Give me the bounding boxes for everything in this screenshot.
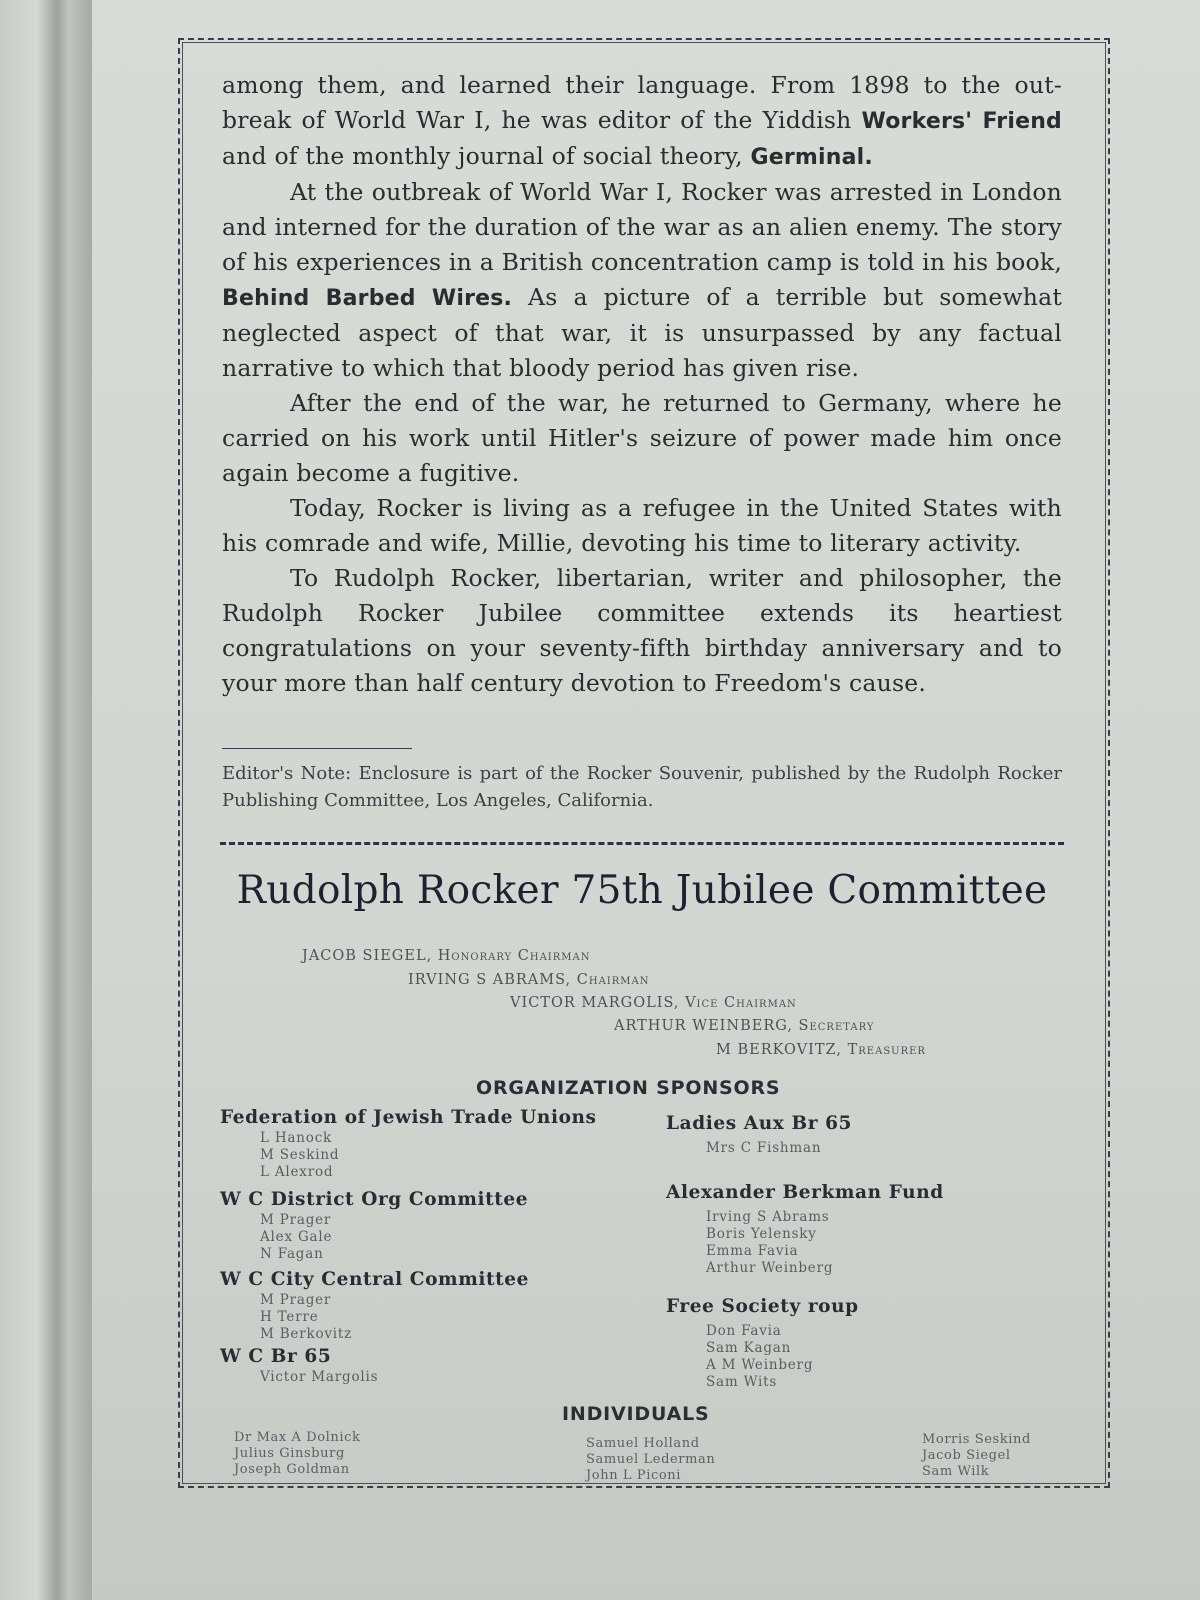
sponsor-member: Sam Kagan <box>706 1340 792 1356</box>
individual-name: Joseph Goldman <box>234 1462 350 1477</box>
sponsor-member: Arthur Weinberg <box>706 1260 834 1276</box>
paragraph-3: After the end of the war, he returned to Germany, where he carried on his work until Hitler's seizure of power made him once again become a fugitive. <box>222 389 1062 487</box>
sponsor-member: M Prager <box>260 1212 332 1228</box>
individual-name: Jacob Siegel <box>922 1448 1011 1463</box>
sponsor-group-name: W C District Org Committee <box>220 1189 529 1210</box>
individual-name: Samuel Lederman <box>586 1452 716 1467</box>
officer-chairman: IRVING S ABRAMS, Chairman <box>408 972 650 988</box>
sponsor-member: M Berkovitz <box>260 1326 353 1342</box>
sponsor-member: Don Favia <box>706 1323 782 1339</box>
individual-name: Julius Ginsburg <box>234 1446 345 1461</box>
note-divider <box>222 748 412 749</box>
officer-secretary: ARTHUR WEINBERG, Secretary <box>614 1018 875 1034</box>
officer-treasurer: M BERKOVITZ, Treasurer <box>716 1042 926 1058</box>
individual-name: Morris Seskind <box>922 1432 1031 1447</box>
sponsor-member: L Hanock <box>260 1130 333 1146</box>
paragraph-5: To Rudolph Rocker, libertarian, writer and philosopher, the Rudolph Rocker Jubilee committee extends its heartiest congratulations on your seventy-fifth birthday anniversary and to your more than half century devotion to Freedom's cause. <box>222 564 1062 697</box>
individual-name: Dr Max A Dolnick <box>234 1430 361 1445</box>
committee-title: Rudolph Rocker 75th Jubilee Committee <box>236 868 1048 913</box>
individual-name: Samuel Holland <box>586 1436 700 1451</box>
sponsor-group-name: W C City Central Committee <box>220 1269 530 1290</box>
behind-barbed-wires-title: Behind Barbed Wires. <box>222 286 513 311</box>
paragraph-4: Today, Rocker is living as a refugee in the United States with his comrade and wife, Millie, devoting his time to literary activity. <box>222 494 1062 557</box>
sponsor-group-name: Free Society roup <box>666 1296 859 1317</box>
officer-vice-chairman: VICTOR MARGOLIS, Vice Chairman <box>510 995 797 1011</box>
sponsor-member: Alex Gale <box>260 1229 333 1245</box>
sponsor-member: L Alexrod <box>260 1164 334 1180</box>
book-page <box>92 0 1200 1600</box>
paragraph-2: At the outbreak of World War I, Rocker was arrested in London and interned for the duration of the war as an alien enemy. The story of his experiences in a British concentration camp is told in his book, Behind Barbed Wires. As a picture of a terrible but somewhat neglected aspect of that war, it is unsurpassed by any factual narrative to which that bloody period has given rise. <box>222 178 1062 382</box>
sponsor-group-name: Federation of Jewish Trade Unions <box>220 1107 597 1128</box>
sponsor-member: Mrs C Fishman <box>706 1140 822 1156</box>
editors-note: Editor's Note: Enclosure is part of the Rocker Souvenir, published by the Rudolph Rocker Publishing Committee, Los Angeles, California. <box>222 763 1062 811</box>
officer-honorary-chairman: JACOB SIEGEL, Honorary Chairman <box>302 948 591 964</box>
individual-name: John L Piconi <box>586 1468 682 1483</box>
sponsor-member: M Seskind <box>260 1147 340 1163</box>
organization-sponsors-heading: ORGANIZATION SPONSORS <box>476 1077 781 1099</box>
book-spine <box>0 0 92 1600</box>
paragraph-1: among them, and learned their language. From 1898 to the out-break of World War I, he was editor of the Yiddish Workers' Friend and of the monthly journal of social theory, Germinal. <box>222 71 1063 170</box>
individual-name: Sam Wilk <box>922 1464 990 1479</box>
sponsor-group-name: Ladies Aux Br 65 <box>666 1113 853 1134</box>
sponsor-group-name: W C Br 65 <box>220 1346 332 1367</box>
sponsor-member: Victor Margolis <box>260 1369 379 1385</box>
sponsor-member: A M Weinberg <box>706 1357 814 1373</box>
section-divider <box>220 842 1064 845</box>
germinal-title: Germinal. <box>750 145 873 170</box>
sponsor-member: H Terre <box>260 1309 319 1325</box>
sponsor-member: Irving S Abrams <box>706 1209 830 1225</box>
individuals-heading: INDIVIDUALS <box>562 1403 710 1425</box>
sponsor-member: Emma Favia <box>706 1243 799 1259</box>
sponsor-member: Sam Wits <box>706 1374 778 1390</box>
sponsor-member: Boris Yelensky <box>706 1226 817 1242</box>
biography-text <box>222 68 1062 701</box>
workers-friend-title: Workers' Friend <box>861 109 1063 134</box>
sponsor-member: M Prager <box>260 1292 332 1308</box>
sponsor-member: N Fagan <box>260 1246 324 1262</box>
sponsor-group-name: Alexander Berkman Fund <box>666 1182 944 1203</box>
